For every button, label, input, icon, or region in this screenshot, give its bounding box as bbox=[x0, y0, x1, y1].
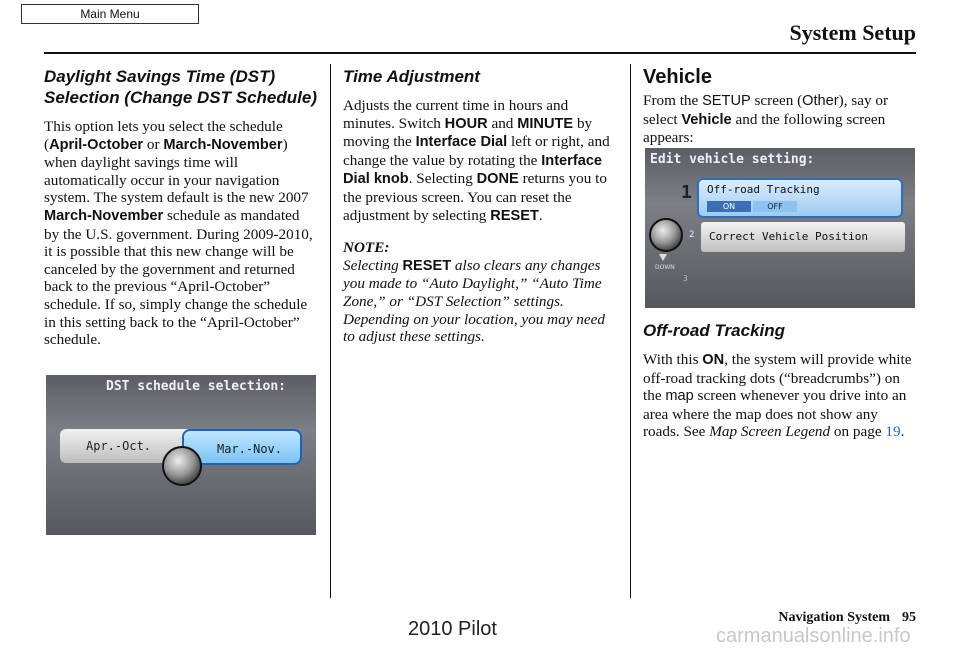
option-march-november: March-November bbox=[163, 136, 283, 153]
interface-dial-icon bbox=[162, 446, 202, 486]
vehicle-heading: Vehicle bbox=[643, 66, 712, 88]
header-divider bbox=[44, 52, 916, 54]
time-text-5: returns you to the previous screen. You can reset the adjustment by selecting bbox=[343, 170, 607, 224]
note-label: NOTE: bbox=[343, 239, 390, 257]
offroad-text-5: . bbox=[900, 423, 905, 441]
dst-text-1: This option lets you select the schedule ( bbox=[44, 118, 283, 153]
on-keyword: ON bbox=[702, 352, 725, 368]
page-19-link[interactable]: 19 bbox=[885, 423, 901, 441]
offroad-text-2: , the system will provide white off-road tracking dots (“breadcrumbs”) on the bbox=[643, 351, 912, 405]
on-option: ON bbox=[707, 201, 751, 212]
footer bbox=[778, 610, 916, 626]
time-text-2: by moving the bbox=[343, 114, 593, 151]
time-text-1: Adjusts the current time in hours and minutes. Switch bbox=[343, 97, 569, 132]
time-paragraph bbox=[343, 97, 617, 225]
vehicle-keyword: Vehicle bbox=[681, 111, 732, 128]
dst-text-3: schedule as mandated by the U.S. government. During 2009-2010, it is possible that this new change will be canceled by the government and returned back to the previous “April-October” schedule. If so, simply change the schedule in this setting back to the “April-October” schedule. bbox=[44, 206, 313, 349]
offroad-paragraph bbox=[643, 351, 917, 441]
column-vehicle bbox=[643, 66, 917, 157]
time-heading: Time Adjustment bbox=[343, 67, 480, 86]
main-menu-button[interactable]: Main Menu bbox=[21, 4, 199, 24]
time-text-3: left or right, and change the value by rotating the bbox=[343, 133, 610, 169]
item-number-3: 3 bbox=[683, 274, 688, 283]
offroad-tracking-label: Off-road Tracking bbox=[707, 183, 820, 196]
offroad-text-1: With this bbox=[643, 351, 703, 368]
offroad-tracking-item bbox=[697, 178, 903, 218]
note-text-1: Selecting bbox=[343, 256, 403, 274]
option-april-october: April-October bbox=[49, 136, 144, 153]
page-title: System Setup bbox=[789, 20, 916, 45]
interface-dial-icon bbox=[649, 218, 683, 252]
map-keyword: map bbox=[665, 388, 694, 405]
minute-keyword: MINUTE bbox=[517, 115, 574, 132]
column-time bbox=[343, 66, 617, 356]
watermark-site: carmanualsonline.info bbox=[716, 625, 911, 647]
other-keyword: Other bbox=[802, 93, 839, 109]
item-number-1: 1 bbox=[681, 182, 692, 203]
vehicle-paragraph bbox=[643, 92, 917, 147]
column-divider-1 bbox=[330, 64, 331, 598]
item-number-2: 2 bbox=[689, 230, 695, 240]
footer-label: Navigation System bbox=[778, 610, 890, 625]
apr-oct-button: Apr.-Oct. bbox=[60, 429, 190, 463]
mar-nov-button: Mar.-Nov. bbox=[182, 429, 302, 465]
dst-text-2: ) when daylight savings time will automatically occur in your navigation system. The system default is the new 2007 bbox=[44, 135, 309, 207]
setup-keyword: SETUP bbox=[702, 93, 751, 109]
dst-screen-image bbox=[46, 375, 316, 535]
column-divider-2 bbox=[630, 64, 631, 598]
note-block bbox=[343, 239, 617, 346]
offroad-heading: Off-road Tracking bbox=[643, 321, 786, 340]
offroad-text-3: screen whenever you drive into an area where the map does not show any roads. See bbox=[643, 387, 907, 441]
interface-dial-knob-keyword: Interface Dial knob bbox=[343, 152, 603, 188]
done-keyword: DONE bbox=[476, 171, 519, 188]
reset-keyword: RESET bbox=[490, 207, 539, 224]
page-number: 95 bbox=[902, 610, 916, 625]
default-march-november: March-November bbox=[44, 207, 164, 224]
note-text-2: also clears any changes you made to “Auto Daylight,” “Auto Time Zone,” or “DST Selection” settings. Depending on your location, you may need to adjust these settings. bbox=[343, 256, 605, 346]
interface-dial-keyword: Interface Dial bbox=[415, 134, 508, 151]
hour-keyword: HOUR bbox=[444, 115, 488, 132]
vehicle-text-3: ), say or select bbox=[643, 92, 889, 128]
vehicle-text-1: From the bbox=[643, 92, 703, 109]
note-reset-keyword: RESET bbox=[402, 257, 452, 274]
time-text-and: and bbox=[487, 114, 518, 132]
watermark-model: 2010 Pilot bbox=[408, 618, 497, 640]
time-text-6: . bbox=[538, 206, 543, 224]
down-arrow-icon bbox=[659, 254, 667, 261]
time-text-4: . Selecting bbox=[408, 170, 477, 188]
map-legend-reference: Map Screen Legend bbox=[709, 423, 831, 441]
dst-heading: Daylight Savings Time (DST) Selection (Change DST Schedule) bbox=[44, 67, 317, 107]
vehicle-screen-image bbox=[645, 148, 915, 308]
off-option: OFF bbox=[753, 201, 797, 212]
vehicle-text-4: and the following screen appears: bbox=[643, 110, 886, 147]
vehicle-screen-title: Edit vehicle setting: bbox=[650, 152, 815, 167]
dst-paragraph bbox=[44, 118, 318, 349]
offroad-text-4: on page bbox=[830, 423, 886, 441]
dst-text-or: or bbox=[143, 135, 164, 153]
dst-screen-title: DST schedule selection: bbox=[106, 379, 287, 394]
down-label: DOWN bbox=[655, 264, 675, 271]
vehicle-text-2: screen ( bbox=[750, 92, 803, 109]
column-offroad bbox=[643, 320, 917, 451]
column-dst bbox=[44, 66, 318, 359]
correct-vehicle-position-item: Correct Vehicle Position bbox=[701, 222, 905, 252]
